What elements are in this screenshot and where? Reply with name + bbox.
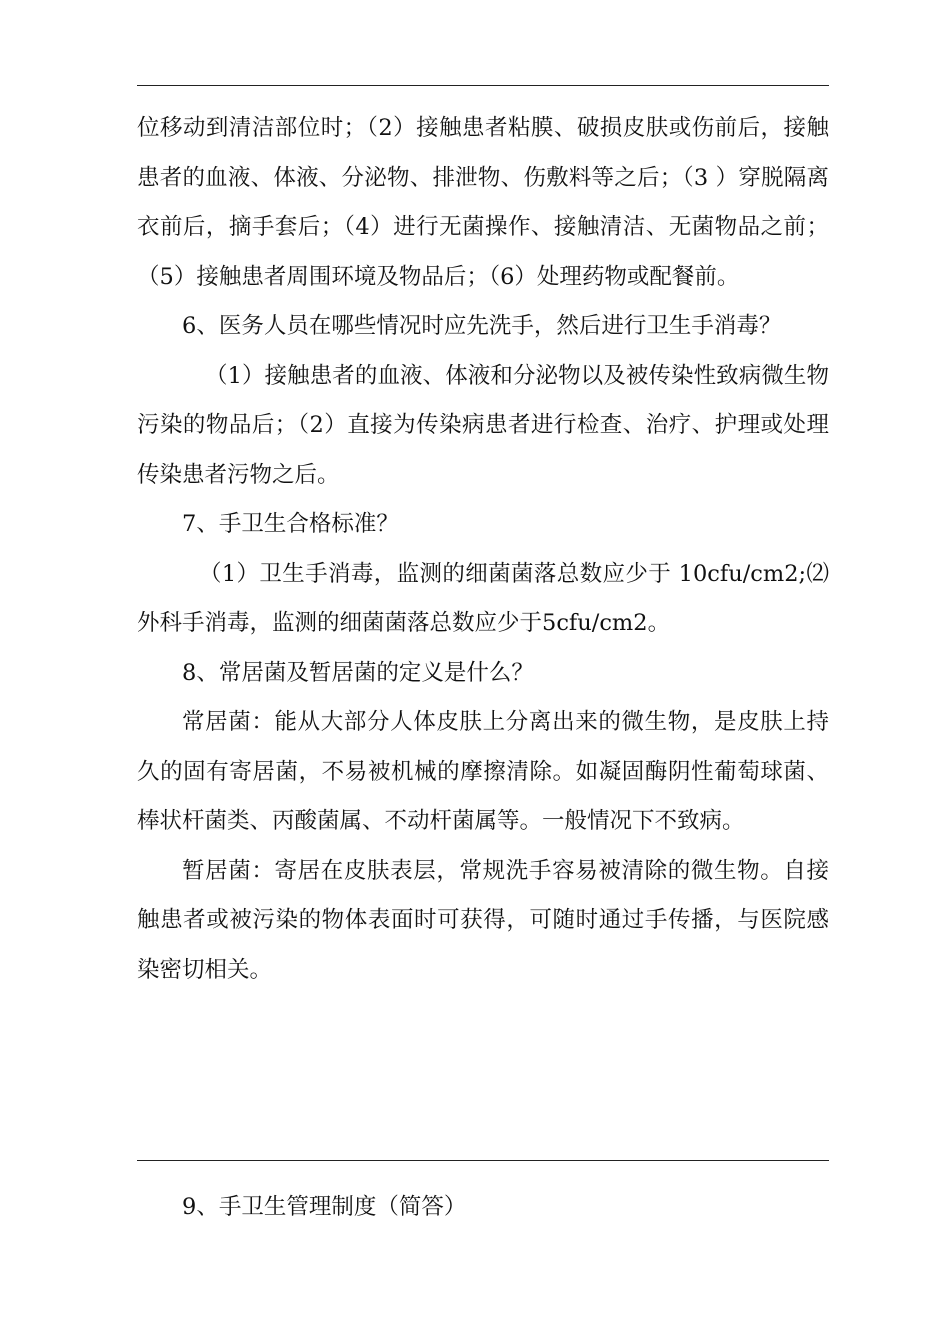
footer-rule [137,1160,829,1161]
question-7: 7、手卫生合格标准？ [182,511,399,537]
question-6: 6、医务人员在哪些情况时应先洗手，然后进行卫生手消毒？ [182,313,782,339]
paragraph-hand-hygiene-moments: 位移动到清洁部位时；（2）接触患者粘膜、破损皮肤或伤前后，接触患者的血液、体液、分泌物、排泄物、伤敷料等之后；（3 ）穿脱隔离衣前后，摘手套后；（4）进行无菌操作、接触清洁、无菌物品之前；（5）接触患者周围环境及物品后；（6）处理药物或配餐前。 [137,115,829,290]
answer-6: （1）接触患者的血液、体液和分泌物以及被传染性致病微生物污染的物品后；（2）直接为传染病患者进行检查、治疗、护理或处理传染患者污物之后。 [137,362,829,488]
question-8: 8、常居菌及暂居菌的定义是什么？ [182,659,534,686]
answer-8-resident-flora: 常居菌：能从大部分人体皮肤上分离出来的微生物，是皮肤上持久的固有寄居菌，不易被机械的摩擦清除。如凝固酶阴性葡萄球菌、棒状杆菌类、丙酸菌属、不动杆菌属等。一般情况下不致病。 [137,709,829,834]
next-page-start [137,1183,829,1233]
question-9-heading: 9、手卫生管理制度（简答） [182,1194,467,1220]
answer-7: （1）卫生手消毒，监测的细菌菌落总数应少于 10cfu/cm2;⑵ 外科手消毒，监测的细菌菌落总数应少于5cfu/cm2。 [137,560,829,636]
answer-8-transient-flora: 暂居菌：寄居在皮肤表层，常规洗手容易被清除的微生物。自接触患者或被污染的物体表面时可获得，可随时通过手传播，与医院感染密切相关。 [137,857,829,983]
page-body [137,104,829,995]
header-rule [137,85,829,86]
